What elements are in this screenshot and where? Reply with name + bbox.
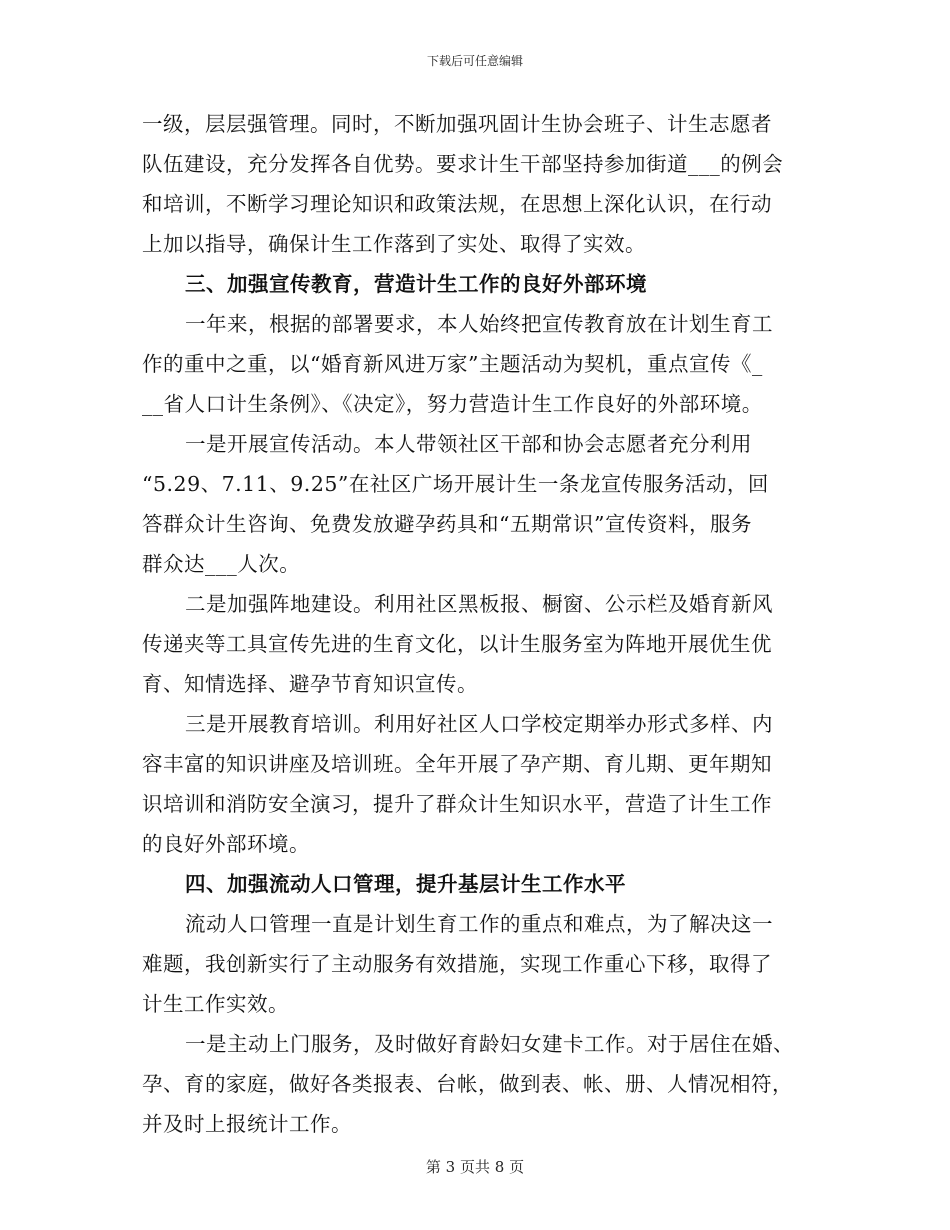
- body-line: 一级，层层强管理。同时，不断加强巩固计生协会班子、计生志愿者: [142, 112, 772, 136]
- page-footer: 第 3 页共 8 页: [425, 1158, 525, 1176]
- body-line: 二是加强阵地建设。利用社区黑板报、橱窗、公示栏及婚育新风: [185, 592, 773, 616]
- section-heading: 四、加强流动人口管理，提升基层计生工作水平: [185, 872, 626, 896]
- document-body: [142, 104, 812, 1144]
- body-line: 和培训，不断学习理论知识和政策法规，在思想上深化认识，在行动: [142, 192, 772, 216]
- body-line: 难题，我创新实行了主动服务有效措施，实现工作重心下移，取得了: [142, 952, 772, 976]
- body-line: 识培训和消防安全演习，提升了群众计生知识水平，营造了计生工作: [142, 792, 772, 816]
- body-line: 一年来，根据的部署要求，本人始终把宣传教育放在计划生育工: [185, 312, 773, 336]
- body-line: 上加以指导，确保计生工作落到了实处、取得了实效。: [142, 232, 646, 256]
- body-line: 三是开展教育培训。利用好社区人口学校定期举办形式多样、内: [185, 712, 773, 736]
- body-line: “5.29、7.11、9.25”在社区广场开展计生一条龙宣传服务活动，回: [142, 472, 769, 496]
- body-line: 育、知情选择、避孕节育知识宣传。: [142, 672, 478, 696]
- section-heading: 三、加强宣传教育，营造计生工作的良好外部环境: [185, 272, 647, 296]
- body-line: 容丰富的知识讲座及培训班。全年开展了孕产期、育儿期、更年期知: [142, 752, 772, 776]
- body-line: 答群众计生咨询、免费发放避孕药具和“五期常识”宣传资料，服务: [142, 512, 752, 536]
- body-line: 群众达___人次。: [142, 552, 301, 576]
- body-line: 一是主动上门服务，及时做好育龄妇女建卡工作。对于居住在婚、: [185, 1032, 794, 1056]
- page-header: 下载后可任意编辑: [426, 54, 523, 68]
- body-line: 孕、育的家庭，做好各类报表、台帐，做到表、帐、册、人情况相符，: [142, 1072, 793, 1096]
- body-line: 并及时上报统计工作。: [142, 1112, 352, 1136]
- body-line: 一是开展宣传活动。本人带领社区干部和协会志愿者充分利用: [185, 432, 752, 456]
- body-line: 传递夹等工具宣传先进的生育文化，以计生服务室为阵地开展优生优: [142, 632, 772, 656]
- body-line: 队伍建设，充分发挥各自优势。要求计生干部坚持参加街道___的例会: [142, 152, 784, 176]
- body-line: __省人口计生条例》、《决定》，努力营造计生工作良好的外部环境。: [142, 392, 763, 416]
- body-line: 流动人口管理一直是计划生育工作的重点和难点，为了解决这一: [185, 912, 773, 936]
- body-line: 作的重中之重，以“婚育新风进万家”主题活动为契机，重点宣传《_: [142, 352, 763, 376]
- body-line: 计生工作实效。: [142, 992, 289, 1016]
- body-line: 的良好外部环境。: [142, 832, 310, 856]
